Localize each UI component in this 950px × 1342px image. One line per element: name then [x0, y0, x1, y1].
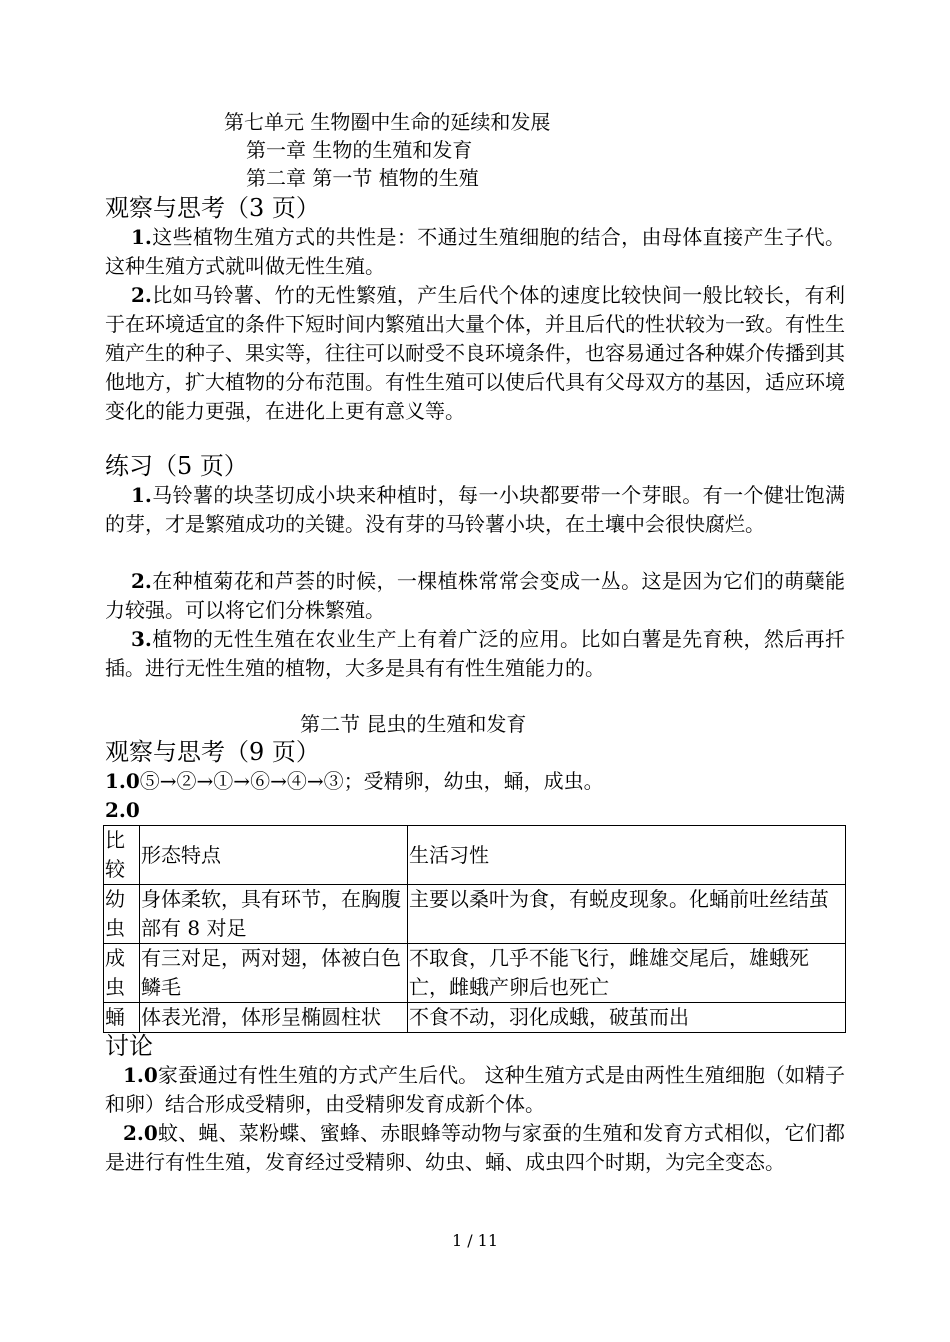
observe2-item-2 — [105, 796, 140, 825]
practice-heading: 练习（5 页） — [105, 452, 248, 480]
unit-title: 第七单元 生物圈中生命的延续和发展 — [224, 110, 551, 134]
item-text: 蚊、蝇、菜粉蝶、蜜蜂、赤眼蜂等动物与家蚕的生殖和发育方式相似，它们都是进行有性生殖，发育经过受精卵、幼虫、蛹、成虫四个时期，为完全变态。 — [105, 1121, 845, 1174]
comparison-table — [103, 825, 846, 1033]
item-number: 2.0 — [105, 798, 140, 822]
section-title: 第二章 第一节 植物的生殖 — [246, 166, 479, 190]
discussion-item-2 — [105, 1119, 845, 1177]
table-cell: 蛹 — [104, 1003, 140, 1033]
table-cell: 不取食，几乎不能飞行，雌雄交尾后，雄蛾死亡，雌蛾产卵后也死亡 — [408, 944, 846, 1003]
section2-title: 第二节 昆虫的生殖和发育 — [300, 712, 527, 736]
observe-heading-2: 观察与思考（9 页） — [105, 738, 320, 766]
table-row — [104, 944, 846, 1003]
observe2-item-1 — [105, 767, 604, 796]
table-header-cell: 比较 — [104, 826, 140, 885]
table-cell: 幼虫 — [104, 885, 140, 944]
observe1-item-1 — [105, 223, 845, 281]
item-text: 马铃薯的块茎切成小块来种植时，每一小块都要带一个芽眼。有一个健壮饱满的芽，才是繁殖成功的关键。没有芽的马铃薯小块，在土壤中会很快腐烂。 — [105, 483, 845, 536]
practice-item-1 — [105, 481, 845, 539]
item-text: ⑤→②→①→⑥→④→③；受精卵，幼虫，蛹，成虫。 — [139, 769, 604, 793]
table-row — [104, 1003, 846, 1033]
item-number: 3. — [131, 627, 152, 651]
table-header-cell: 生活习性 — [408, 826, 846, 885]
table-header-cell: 形态特点 — [140, 826, 408, 885]
discussion-heading: 讨论 — [105, 1032, 153, 1060]
table-cell: 不食不动，羽化成蛾，破茧而出 — [408, 1003, 846, 1033]
table-cell: 成虫 — [104, 944, 140, 1003]
item-text: 在种植菊花和芦荟的时候，一棵植株常常会变成一丛。这是因为它们的萌蘖能力较强。可以将它们分株繁殖。 — [105, 569, 845, 622]
practice-item-3 — [105, 625, 845, 683]
item-number: 1.0 — [123, 1063, 158, 1087]
item-text: 家蚕通过有性生殖的方式产生后代。 这种生殖方式是由两性生殖细胞（如精子和卵）结合形成受精卵，由受精卵发育成新个体。 — [105, 1063, 845, 1116]
chapter-title: 第一章 生物的生殖和发育 — [246, 138, 473, 162]
table-cell: 身体柔软，具有环节，在胸腹部有 8 对足 — [140, 885, 408, 944]
table-header-row — [104, 826, 846, 885]
page-number: 1 / 11 — [451, 1231, 499, 1250]
table-cell: 体表光滑，体形呈椭圆柱状 — [140, 1003, 408, 1033]
item-text: 比如马铃薯、竹的无性繁殖，产生后代个体的速度比较快间一般比较长，有利于在环境适宜的条件下短时间内繁殖出大量个体，并且后代的性状较为一致。有性生殖产生的种子、果实等，往往可以耐受不良环境条件，也容易通过各种媒介传播到其他地方，扩大植物的分布范围。有性生殖可以使后代具有父母双方的基因，适应环境变化的能力更强，在进化上更有意义等。 — [105, 283, 845, 423]
table-cell: 主要以桑叶为食，有蜕皮现象。化蛹前吐丝结茧 — [408, 885, 846, 944]
item-number: 1.0 — [105, 769, 140, 793]
item-text: 这些植物生殖方式的共性是：不通过生殖细胞的结合，由母体直接产生子代。这种生殖方式就叫做无性生殖。 — [105, 225, 845, 278]
discussion-item-1 — [105, 1061, 845, 1119]
table-cell: 有三对足，两对翅，体被白色鳞毛 — [140, 944, 408, 1003]
item-text: 植物的无性生殖在农业生产上有着广泛的应用。比如白薯是先育秧，然后再扦插。进行无性生殖的植物，大多是具有有性生殖能力的。 — [105, 627, 845, 680]
table-row — [104, 885, 846, 944]
practice-item-2 — [105, 567, 845, 625]
item-number: 1. — [131, 225, 152, 249]
observe-heading-1: 观察与思考（3 页） — [105, 194, 320, 222]
item-number: 2.0 — [123, 1121, 158, 1145]
item-number: 2. — [131, 569, 152, 593]
observe1-item-2 — [105, 281, 845, 426]
item-number: 1. — [131, 483, 152, 507]
item-number: 2. — [131, 283, 152, 307]
